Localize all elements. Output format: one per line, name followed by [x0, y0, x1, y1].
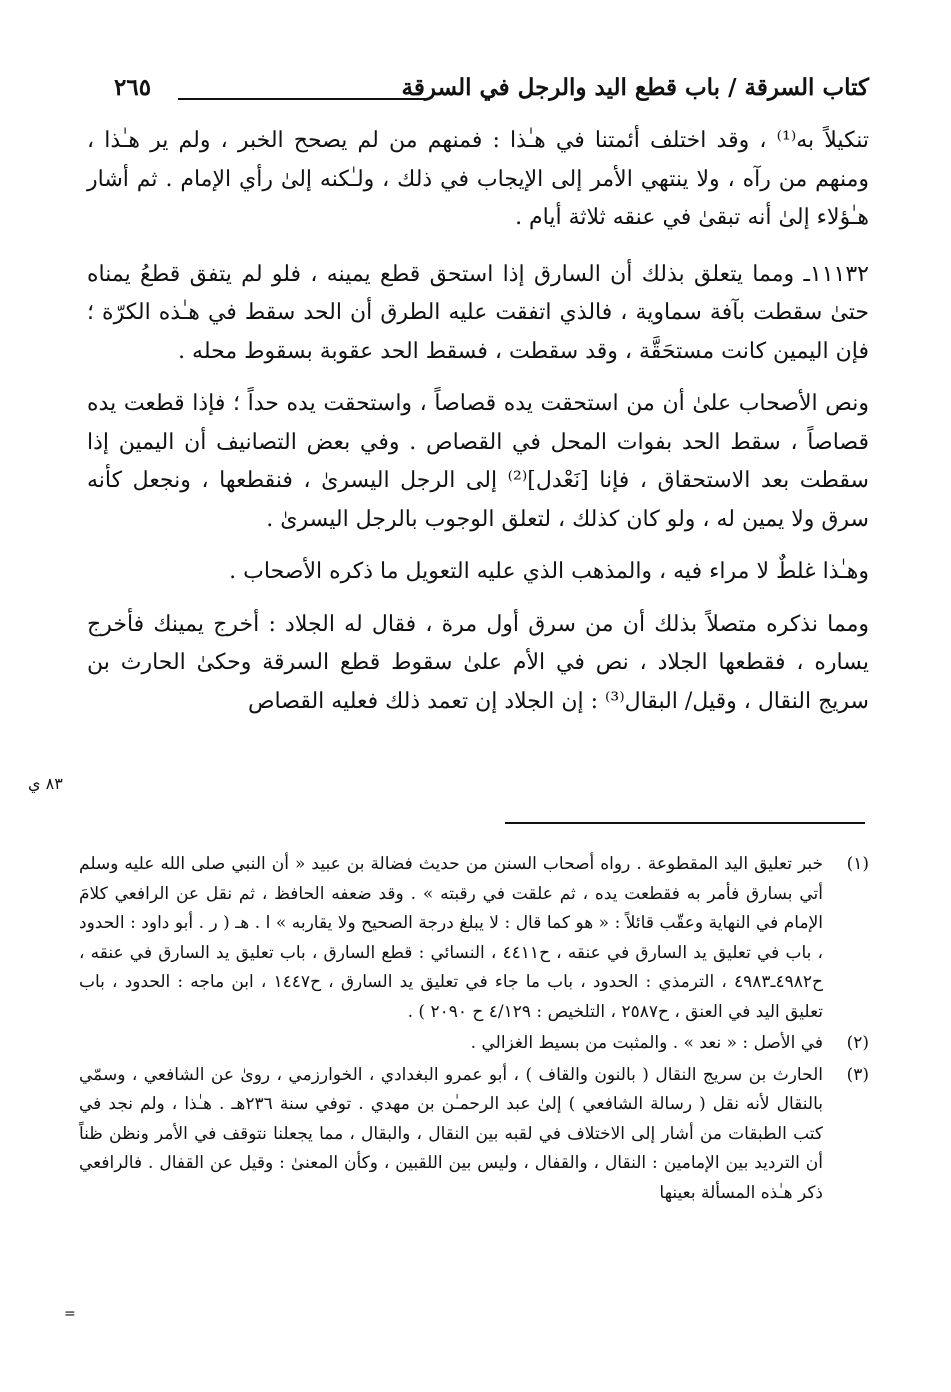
footnote-2	[79, 1029, 869, 1059]
paragraph-4: وهـٰذا غلطٌ لا مراء فيه ، والمذهب الذي عليه التعويل ما ذكره الأصحاب .	[229, 559, 869, 584]
page-header	[100, 74, 869, 114]
paragraph-2: ١١١٣٢ـ ومما يتعلق بذلك أن السارق إذا استحق قطع يمينه ، فلو لم يتفق قطعُ يمناه حتىٰ سقطت بآفة سماوية ، فالذي اتفقت عليه الطرق أن الحد سقط في هـٰذه الكرّة ؛ فإن اليمين كانت مستحَقَّة ، وقد سقطت ، فسقط الحد عقوبة بسقوط محله .	[87, 261, 869, 364]
footnote-number: (٢)	[846, 1033, 869, 1053]
main-text	[87, 122, 869, 735]
paragraph-5: ومما نذكره متصلاً بذلك أن من سرق أول مرة ، فقال له الجلاد : أخرج يمينك فأخرج يساره ، فقطعها الجلاد ، نص في الأم علىٰ سقوط قطع السرقة وحكىٰ الحارث بن سريج النقال ، وقيل/ البقال⁽³⁾ : إن الجلاد إن تعمد ذلك فعليه القصاص	[87, 611, 869, 714]
footnote-number: (١)	[846, 854, 869, 874]
footnote-text: الحارث بن سريج النقال ( بالنون والقاف ) ، أبو عمرو البغدادي ، الخوارزمي ، روىٰ عن الشافعي ، وسمّي بالنقال لأنه نقل ( رسالة الشافعي ) إلىٰ عبد الرحمـٰن بن مهدي . توفي سنة ٢٣٦هـ . هـٰذا ، ولم نجد في كتب الطبقات من أشار إلى الاختلاف في لقبه بين النقال ، والبقال ، مما يجعلنا نتوقف في الأمر ونظن ظناً أن الترديد بين الإمامين : النقال ، والقفال ، وليس بين اللقبين ، وكأن المعنىٰ : وقيل عن القفال . فالرافعي ذكر هـٰذه المسألة بعينها	[79, 1064, 823, 1203]
continuation-mark: =	[64, 1306, 76, 1322]
running-title: كتاب السرقة / باب قطع اليد والرجل في السرقة	[401, 74, 869, 101]
paragraph-3: ونص الأصحاب علىٰ أن من استحقت يده قصاصاً ، واستحقت يده حداً ؛ فإذا قطعت يده قصاصاً ، سقط الحد بفوات المحل في القصاص . وفي بعض التصانيف أن اليمين إذا سقطت بعد الاستحقاق ، فإنا [نَعْدل]⁽²⁾ إلى الرجل اليسرىٰ ، فنقطعها ، ونجعل كأنه سرق ولا يمين له ، ولو كان كذلك ، لتعلق الوجوب بالرجل اليسرىٰ .	[87, 391, 869, 532]
footnotes	[79, 850, 869, 1210]
footnote-text: في الأصل : « نعد » . والمثبت من بسيط الغزالي .	[470, 1033, 823, 1053]
footnote-number: (٣)	[846, 1064, 869, 1085]
footnote-1	[79, 850, 869, 1027]
footnote-separator	[505, 822, 865, 824]
manuscript-folio-note: ٨٣ ي	[28, 774, 63, 793]
footnote-text: خبر تعليق اليد المقطوعة . رواه أصحاب السنن من حديث فضالة بن عبيد « أن النبي صلى الله عليه وسلم أتي بسارق فأمر به فقطعت يده ، ثم علقت في رقبته » . وقد ضعفه الحافظ ، ثم نقل عن الرافعي كلامَ الإمام في النهاية وعقّب قائلاً : « هو كما قال : لا يبلغ درجة الصحيح ولا يقاربه » ا . هـ ( ر . أبو داود : الحدود ، باب في تعليق يد السارق في عنقه ، ح٤٤١١ ، النسائي : قطع السارق ، باب تعليق يد السارق في عنقه ، ح٤٩٨٢ـ٤٩٨٣ ، الترمذي : الحدود ، باب ما جاء في تعليق يد السارق ، ح١٤٤٧ ، ابن ماجه : الحدود ، باب تعليق اليد في العنق ، ح٢٥٨٧ ، التلخيص : ٤/١٢٩ ح ٢٠٩٠ ) .	[79, 854, 824, 1022]
paragraph-1: تنكيلاً به⁽¹⁾ ، وقد اختلف أئمتنا في هـٰذا : فمنهم من لم يصحح الخبر ، ولم ير هـٰذا ، ومنهم من رآه ، ولا ينتهي الأمر إلى الإيجاب في ذلك ، ولـٰكنه إلىٰ رأي الإمام . ثم أشار هـٰؤلاء إلىٰ أنه تبقىٰ في عنقه ثلاثة أيام .	[87, 128, 869, 230]
footnote-3	[79, 1061, 869, 1209]
header-rule	[178, 98, 426, 100]
page-number: ٢٦٥	[114, 74, 152, 101]
